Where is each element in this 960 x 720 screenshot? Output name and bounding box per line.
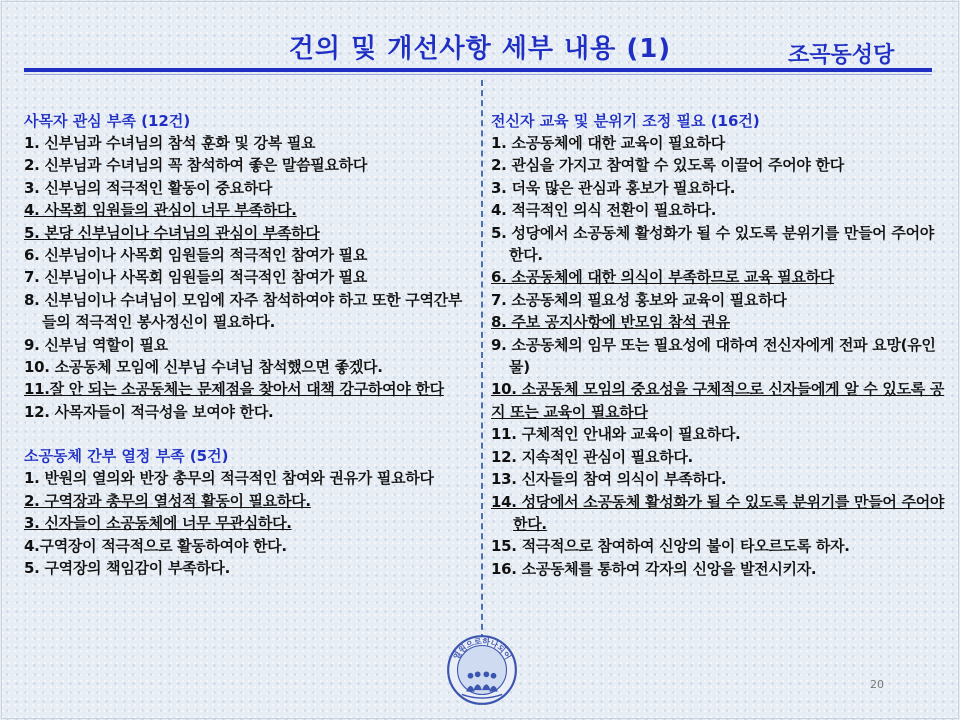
list-item: 4. 적극적인 의식 전환이 필요하다. (491, 201, 717, 220)
list-item: 3. 신자들이 소공동체에 너무 무관심하다. (24, 514, 292, 533)
leader-passion-list (24, 467, 476, 579)
list-item: 1. 반원의 열의와 반장 총무의 적극적인 참여와 권유가 필요하다 (24, 469, 434, 488)
list-item: 13. 신자들의 참여 의식이 부족하다. (491, 470, 727, 489)
list-item: 4. 사목회 임원들의 관심이 너무 부족하다. (24, 201, 297, 220)
title-underline (24, 68, 932, 72)
list-item: 2. 신부님과 수녀님의 꼭 참석하여 좋은 말씀필요하다 (24, 156, 368, 175)
right-column (491, 110, 947, 580)
section-heading-education: 전신자 교육 및 분위기 조정 필요 (16건) (491, 112, 760, 130)
list-item: 11. 구체적인 안내와 교육이 필요하다. (491, 425, 741, 444)
logo-text: 열원으로하나되어 (451, 636, 513, 662)
title-underline-thin (24, 74, 932, 75)
list-item: 1. 신부님과 수녀님의 참석 훈화 및 강복 필요 (24, 134, 316, 152)
list-item: 7. 소공동체의 필요성 홍보와 교육이 필요하다 (491, 290, 787, 309)
list-item: 8. 주보 공지사항에 반모임 참석 권유 (491, 313, 730, 332)
list-item: 10. 소공동체 모임에 신부님 수녀님 참석했으면 좋겠다. (24, 358, 383, 377)
list-item: 2. 구역장과 총무의 열성적 활동이 필요하다. (24, 491, 311, 510)
list-item: 3. 신부님의 적극적인 활동이 중요하다 (24, 178, 273, 197)
list-item: 3. 더욱 많은 관심과 홍보가 필요하다. (491, 178, 736, 197)
list-item: 9. 소공동체의 임무 또는 필요성에 대하여 전신자에게 전파 요망(유인물) (491, 335, 936, 377)
list-item: 1. 소공동체에 대한 교육이 필요하다 (491, 134, 725, 152)
list-item: 2. 관심을 가지고 참여할 수 있도록 이끌어 주어야 한다 (491, 156, 844, 175)
list-item: 5. 본당 신부님이나 수녀님의 관심이 부족하다 (24, 223, 320, 242)
column-divider (481, 80, 483, 640)
list-item: 12. 지속적인 관심이 필요하다. (491, 447, 693, 466)
list-item: 15. 적극적으로 참여하여 신앙의 불이 타오르도록 하자. (491, 537, 850, 556)
list-item: 7. 신부님이나 사목회 임원들의 적극적인 참여가 필요 (24, 268, 368, 287)
list-item: 10. 소공동체 모임의 중요성을 구체적으로 신자들에게 알 수 있도록 공지 또는 교육이 필요하다 (491, 380, 945, 421)
pastor-interest-list (24, 132, 476, 423)
list-item: 6. 소공동체에 대한 의식이 부족하므로 교육 필요하다 (491, 268, 835, 287)
list-item: 6. 신부님이나 사목회 임원들의 적극적인 참여가 필요 (24, 246, 368, 265)
list-item: 5. 성당에서 소공동체 활성화가 될 수 있도록 분위기를 만들어 주어야 한다. (491, 223, 934, 265)
parish-name: 조곡동성당 (788, 43, 895, 68)
section-heading-pastor-interest: 사목자 관심 부족 (12건) (24, 112, 191, 130)
left-column (24, 110, 476, 579)
slide-title: 건의 및 개선사항 세부 내용 (1) (288, 34, 672, 64)
page-number: 20 (870, 678, 884, 691)
list-item: 11.잘 안 되는 소공동체는 문제점을 찾아서 대책 강구하여야 한다 (24, 380, 444, 399)
education-list (491, 132, 947, 580)
parish-emblem-logo (446, 634, 518, 706)
list-item: 16. 소공동체를 통하여 각자의 신앙을 발전시키자. (491, 559, 817, 578)
list-item: 12. 사목자들이 적극성을 보여야 한다. (24, 402, 274, 421)
list-item: 4.구역장이 적극적으로 활동하여야 한다. (24, 536, 287, 555)
list-item: 8. 신부님이나 수녀님이 모임에 자주 참석하여야 하고 또한 구역간부들의 적극적인 봉사정신이 필요하다. (24, 290, 463, 332)
list-item: 5. 구역장의 책임감이 부족하다. (24, 558, 230, 577)
list-item: 9. 신부님 역할이 필요 (24, 335, 168, 354)
list-item: 14. 성당에서 소공동체 활성화가 될 수 있도록 분위기를 만들어 주어야 한다. (491, 492, 945, 533)
section-heading-leader-passion: 소공동체 간부 열정 부족 (5건) (24, 447, 229, 466)
